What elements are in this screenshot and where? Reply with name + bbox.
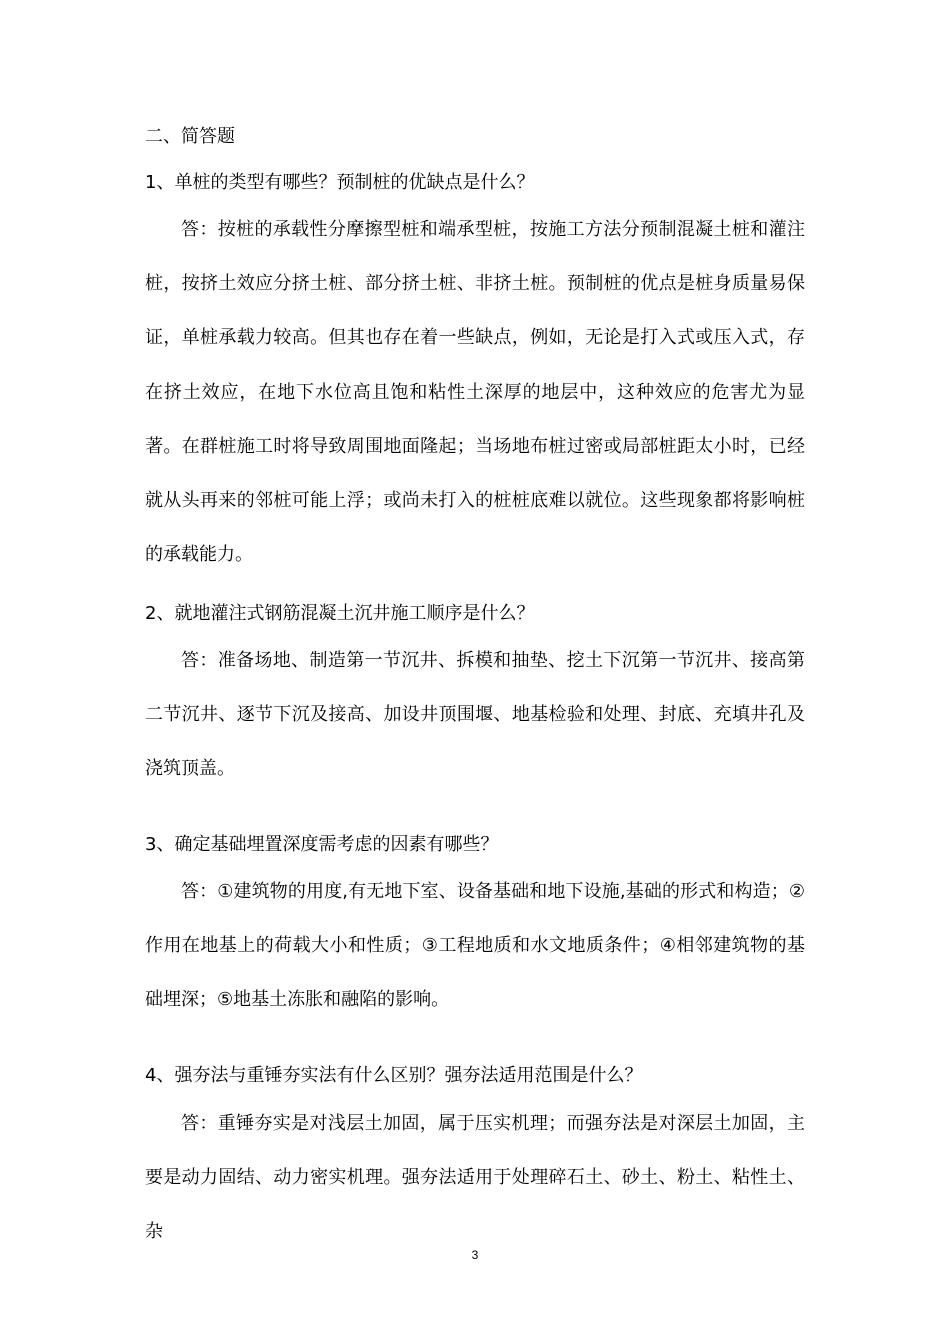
page-number: 3 — [471, 1248, 479, 1262]
question-4: 4、强夯法与重锤夯实法有什么区别？强夯法适用范围是什么？ — [145, 1065, 643, 1086]
answer-3: 答：①建筑物的用度,有无地下室、设备基础和地下设施,基础的形式和构造；②作用在地基上的荷载大小和性质；③工程地质和水文地质条件；④相邻建筑物的基础埋深；⑤地基土冻胀和融陷的影响。 — [145, 881, 805, 1011]
question-3: 3、确定基础埋置深度需考虑的因素有哪些？ — [145, 834, 499, 855]
section-title: 二、简答题 — [145, 126, 235, 147]
question-1: 1、单桩的类型有哪些？预制桩的优缺点是什么？ — [145, 172, 535, 193]
answer-1: 答：按桩的承载性分摩擦型桩和端承型桩，按施工方法分预制混凝土桩和灌注桩，按挤土效应分挤土桩、部分挤土桩、非挤土桩。预制桩的优点是桩身质量易保证，单桩承载力较高。但其也存在着一些缺点，例如，无论是打入式或压入式，存在挤土效应，在地下水位高且饱和粘性土深厚的地层中，这种效应的危害尤为显著。在群桩施工时将导致周围地面隆起；当场地布桩过密或局部桩距太小时，已经就从头再来的邻桩可能上浮；或尚未打入的桩桩底难以就位。这些现象都将影响桩的承载能力。 — [145, 219, 805, 566]
answer-2: 答：准备场地、制造第一节沉井、拆模和抽垫、挖土下沉第一节沉井、接高第二节沉井、逐节下沉及接高、加设井顶围堰、地基检验和处理、封底、充填井孔及浇筑顶盖。 — [145, 650, 805, 780]
answer-4: 答：重锤夯实是对浅层土加固，属于压实机理；而强夯法是对深层土加固，主要是动力固结、动力密实机理。强夯法适用于处理碎石土、砂土、粉土、粘性土、杂 — [145, 1113, 805, 1243]
question-2: 2、就地灌注式钢筋混凝土沉井施工顺序是什么？ — [145, 603, 535, 624]
